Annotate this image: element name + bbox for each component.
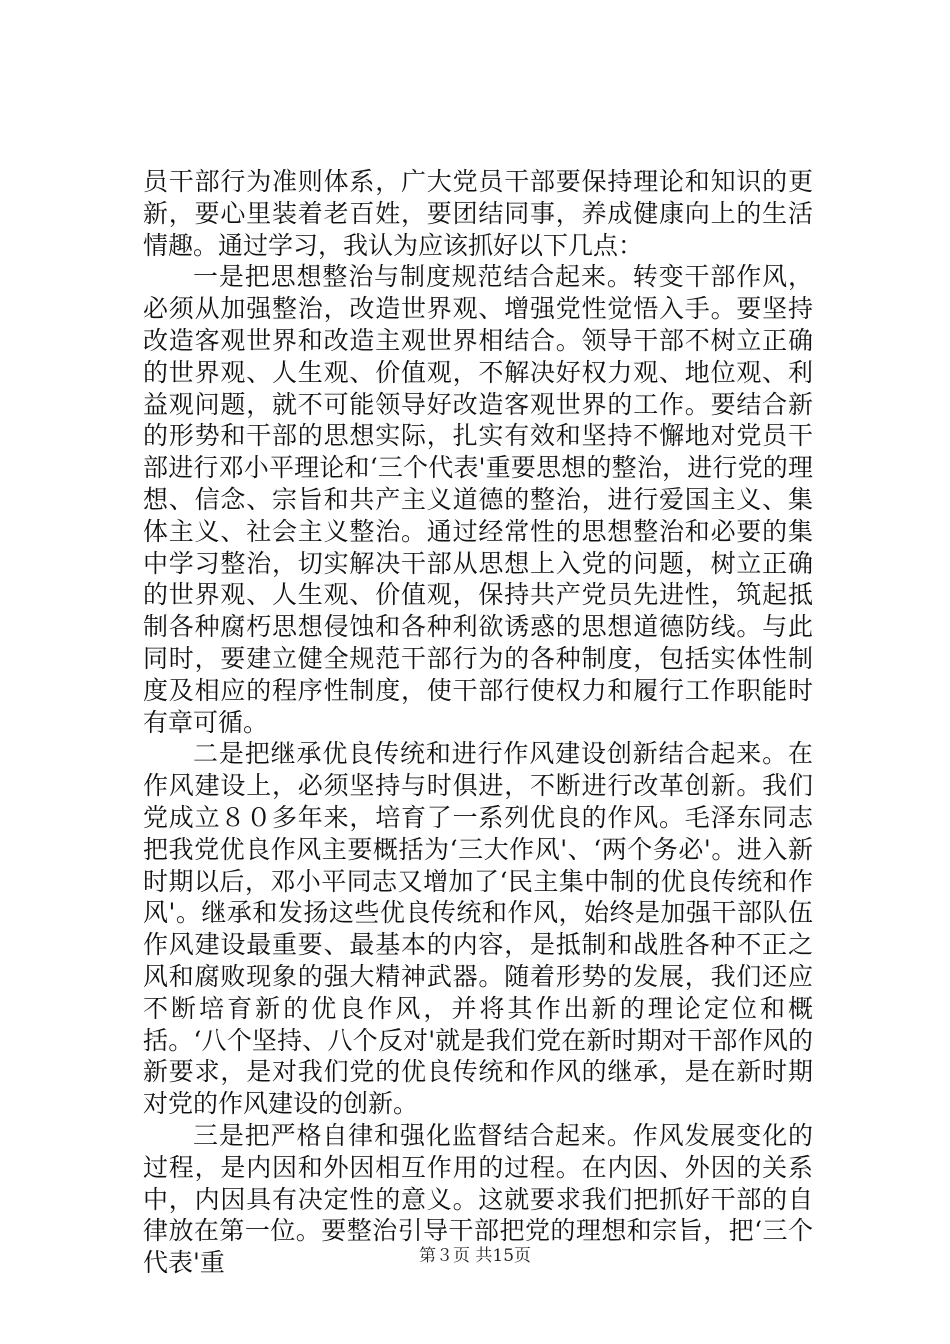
paragraph-point-two: 二是把继承优良传统和进行作风建设创新结合起来。在作风建设上，必须坚持与时俱进，不断进行改革创新。我们党成立８０多年来，培育了一系列优良的作风。毛泽东同志把我党优良作风主要概括为‘三大作风'、‘两个务必'。进入新时期以后，邓小平同志又增加了‘民主集中制的优良传统和作风'。继承和发扬这些优良传统和作风，始终是加强干部队伍作风建设最重要、最基本的内容，是抵制和战胜各种不正之风和腐败现象的强大精神武器。随着形势的发展，我们还应不断培育新的优良作风，并将其作出新的理论定位和概括。‘八个坚持、八个反对'就是我们党在新时期对干部作风的新要求，是对我们党的优良传统和作风的继承，是在新时期对党的作风建设的创新。 bbox=[143, 739, 813, 1119]
paragraph-continuation: 员干部行为准则体系，广大党员干部要保持理论和知识的更新，要心里装着老百姓，要团结同事，养成健康向上的生活情趣。通过学习，我认为应该抓好以下几点： bbox=[143, 167, 813, 260]
page-footer: 第３页 共15页 bbox=[418, 1246, 532, 1266]
paragraph-point-three: 三是把严格自律和强化监督结合起来。作风发展变化的过程，是内因和外因相互作用的过程。在内因、外因的关系中，内因具有决定性的意义。这就要求我们把抓好干部的自律放在第一位。要整治引导干部把党的理想和宗旨，把‘三个代表'重 bbox=[143, 1120, 813, 1278]
document-body bbox=[143, 166, 813, 1279]
paragraph-point-one: 一是把思想整治与制度规范结合起来。转变干部作风，必须从加强整治，改造世界观、增强党性觉悟入手。要坚持改造客观世界和改造主观世界相结合。领导干部不树立正确的世界观、人生观、价值观，不解决好权力观、地位观、利益观问题，就不可能领导好改造客观世界的工作。要结合新的形势和干部的思想实际，扎实有效和坚持不懈地对党员干部进行邓小平理论和‘三个代表'重要思想的整治，进行党的理想、信念、宗旨和共产主义道德的整治，进行爱国主义、集体主义、社会主义整治。通过经常性的思想整治和必要的集中学习整治，切实解决干部从思想上入党的问题，树立正确的世界观、人生观、价值观，保持共产党员先进性，筑起抵制各种腐朽思想侵蚀和各种利欲诱惑的思想道德防线。与此同时，要建立健全规范干部行为的各种制度，包括实体性制度及相应的程序性制度，使干部行使权力和履行工作职能时有章可循。 bbox=[143, 262, 813, 737]
